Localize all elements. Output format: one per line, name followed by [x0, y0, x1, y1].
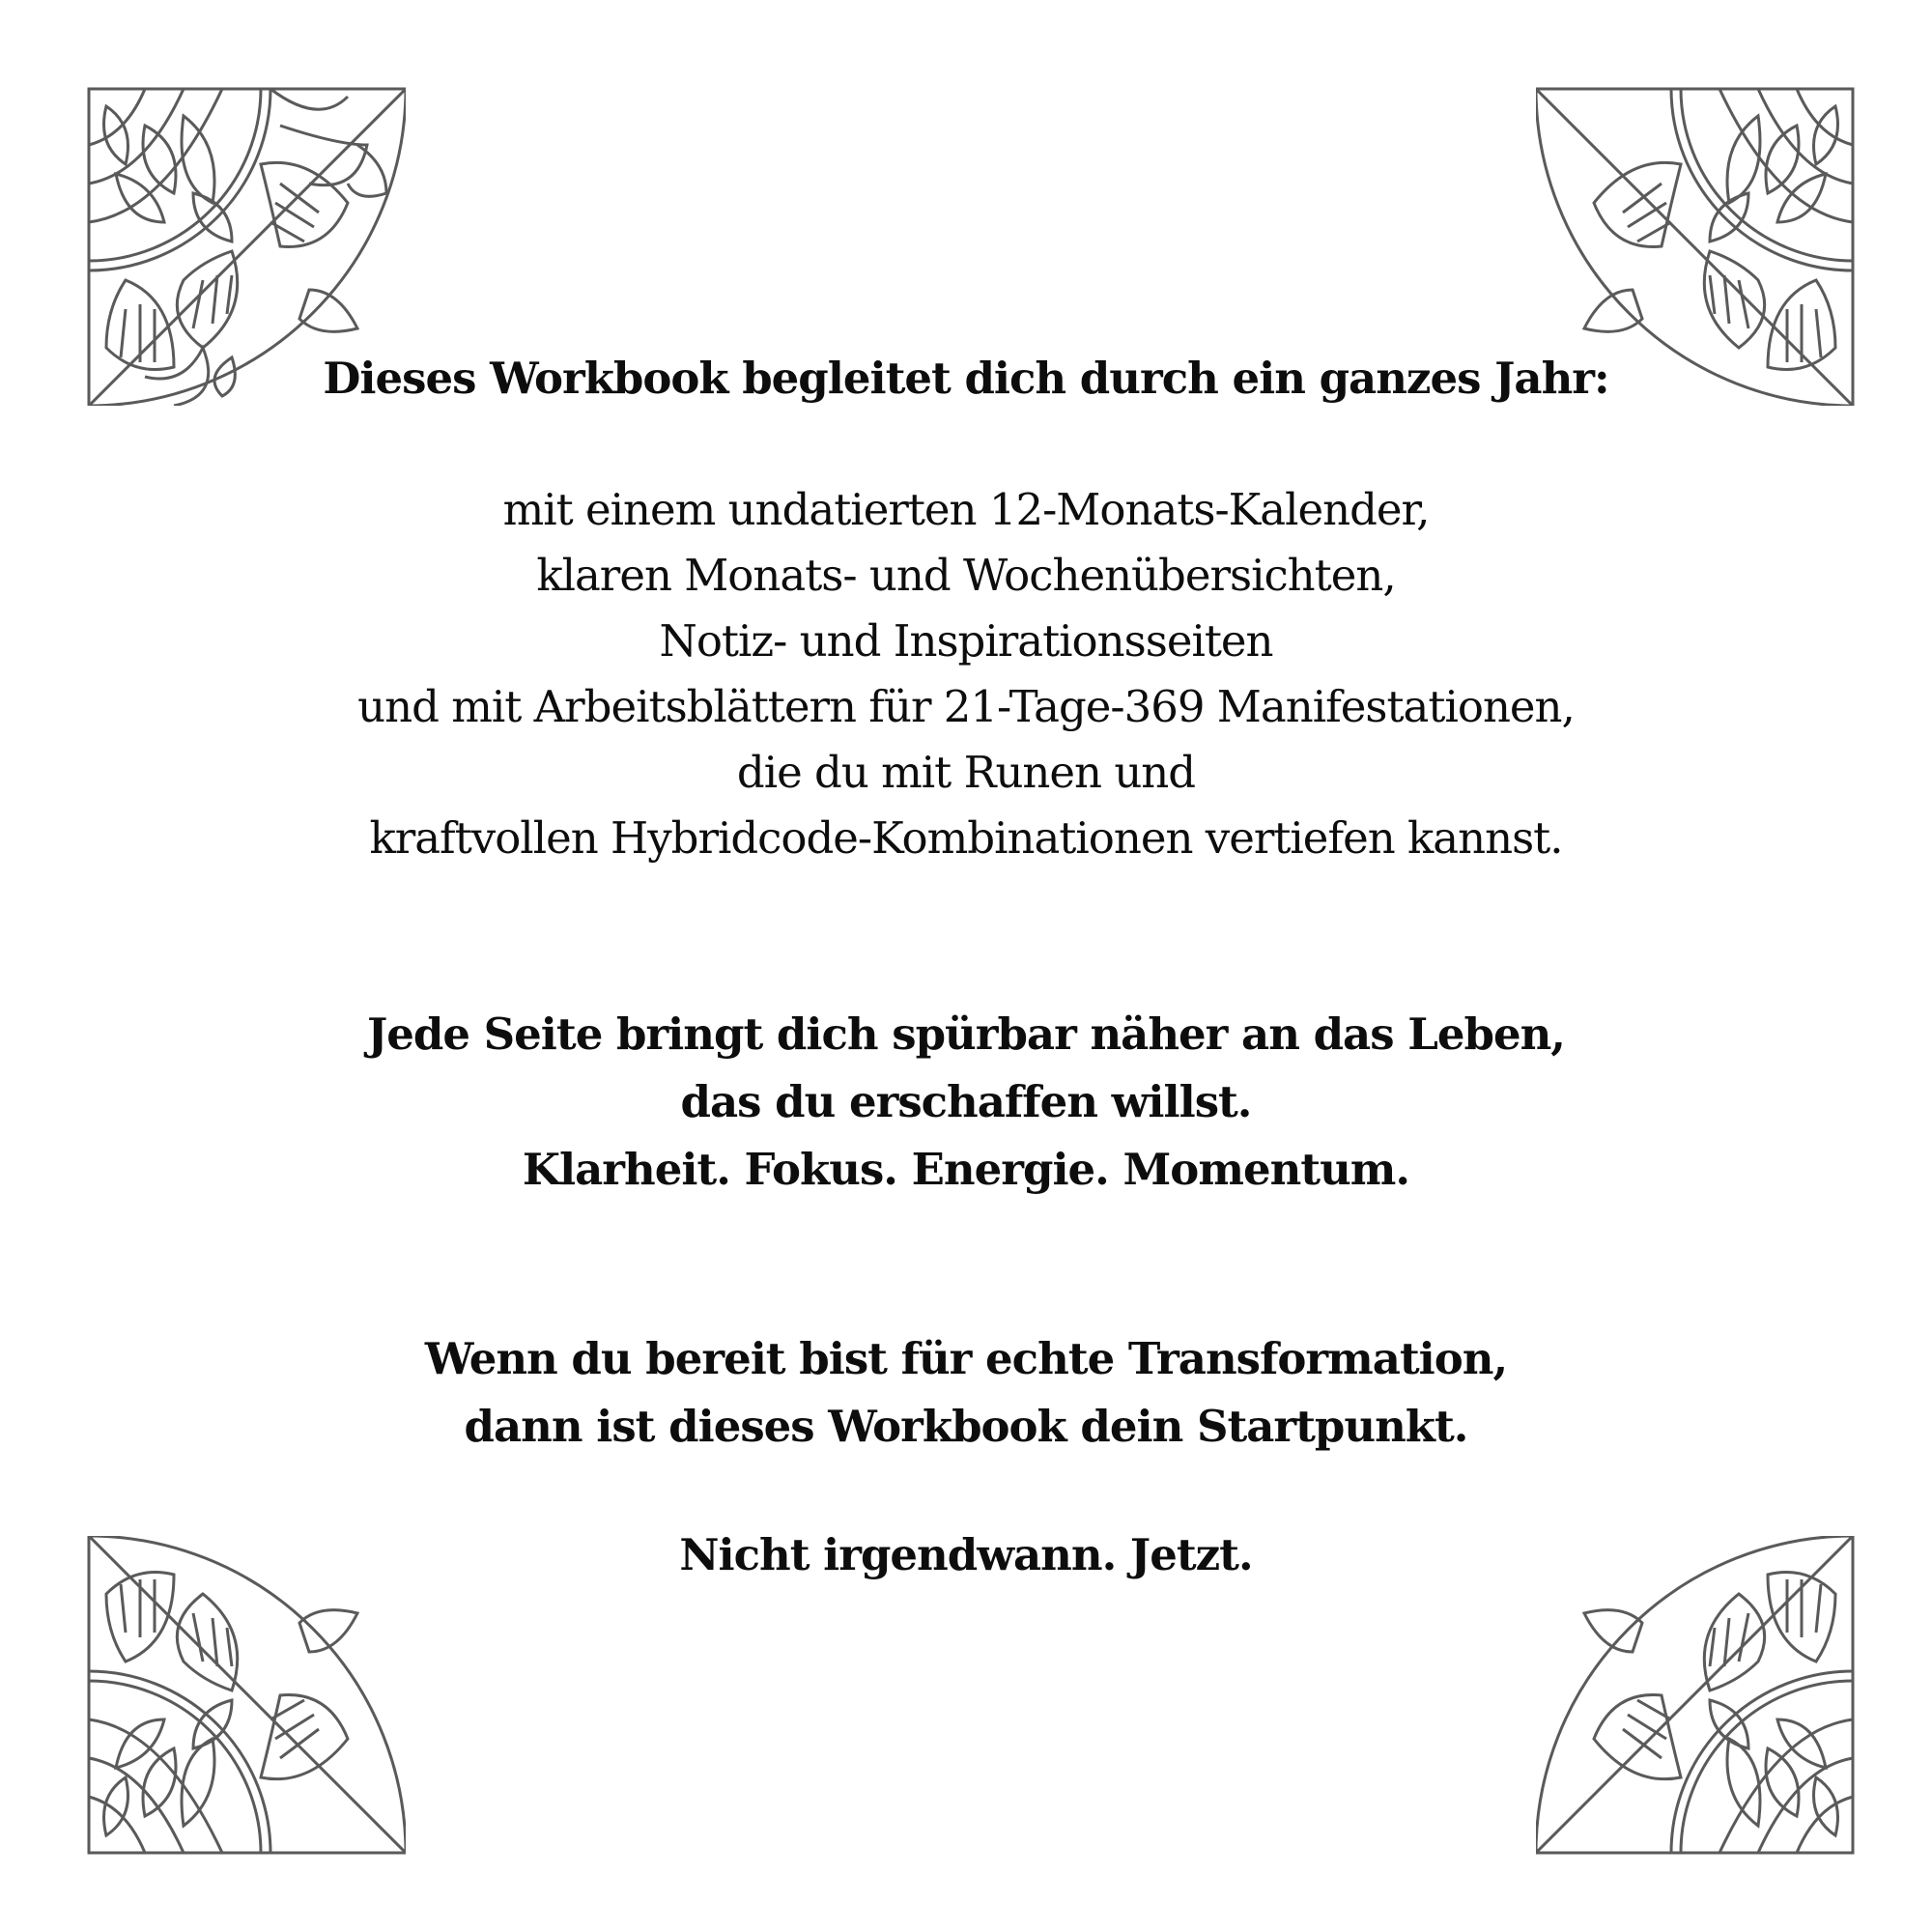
- feature-line: und mit Arbeitsblättern für 21-Tage-369 Manifestationen,: [357, 681, 1575, 732]
- promise-line: Klarheit. Fokus. Energie. Momentum.: [522, 1144, 1410, 1195]
- heading: [0, 346, 1932, 412]
- promise-line: Jede Seite bringt dich spürbar näher an das Leben,: [367, 1009, 1565, 1060]
- cta-line: dann ist dieses Workbook dein Startpunkt.: [464, 1401, 1468, 1452]
- feature-line: kraftvollen Hybridcode-Kombinationen vertiefen kannst.: [369, 812, 1563, 864]
- feature-line: mit einem undatierten 12-Monats-Kalender,: [502, 484, 1430, 535]
- call-to-action-block: [0, 1325, 1932, 1461]
- closing: [0, 1522, 1932, 1588]
- cta-line: Wenn du bereit bist für echte Transformation,: [424, 1333, 1508, 1384]
- feature-line: die du mit Runen und: [736, 747, 1196, 798]
- closing-text: Nicht irgendwann. Jetzt.: [679, 1529, 1253, 1580]
- feature-line: klaren Monats- und Wochenübersichten,: [536, 550, 1396, 601]
- feature-line: Notiz- und Inspirationsseiten: [659, 615, 1273, 667]
- promise-block: [0, 1001, 1932, 1204]
- promise-line: das du erschaffen willst.: [680, 1076, 1252, 1127]
- heading-text: Dieses Workbook begleitet dich durch ein ganzes Jahr:: [323, 353, 1609, 404]
- features-block: [0, 477, 1932, 871]
